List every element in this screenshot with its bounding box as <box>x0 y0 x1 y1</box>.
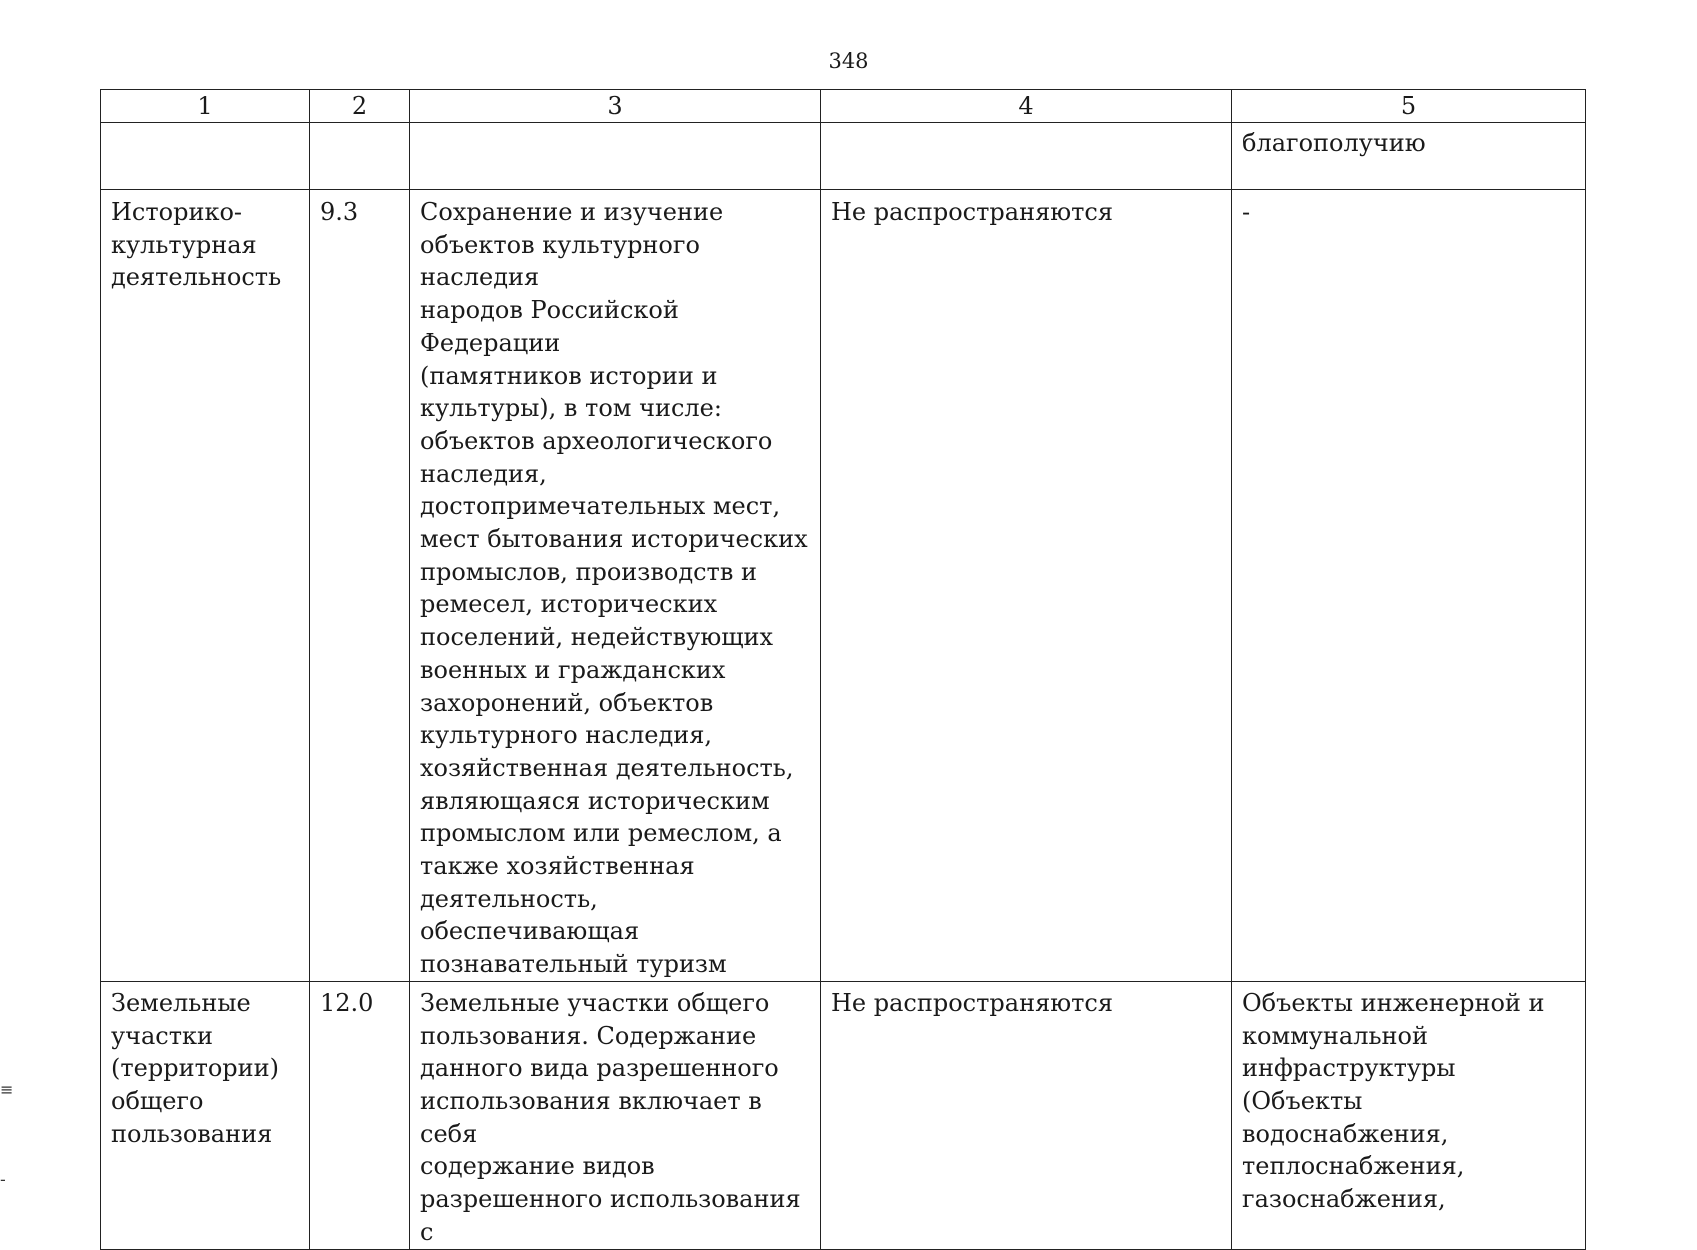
page-number: 348 <box>828 49 869 73</box>
column-number-2: 2 <box>310 90 410 123</box>
land-use-name-cell: Земельные участки (территории) общего пользования <box>101 981 310 1249</box>
land-use-name-cell: Историко- культурная деятельность <box>101 190 310 982</box>
land-use-description-cell: Земельные участки общего пользования. Содержание данного вида разрешенного использования включает в себя содержание видов разрешенного использования с <box>410 981 821 1249</box>
column-number-1: 1 <box>101 90 310 123</box>
land-use-name-cell <box>101 123 310 190</box>
parameters-cell: Не распространяются <box>821 981 1232 1249</box>
land-use-code-cell <box>310 123 410 190</box>
auxiliary-uses-cell: - <box>1232 190 1586 982</box>
table-row <box>101 190 1586 982</box>
parameters-cell: Не распространяются <box>821 190 1232 982</box>
land-use-description-cell <box>410 123 821 190</box>
land-use-description-cell: Сохранение и изучение объектов культурного наследия народов Российской Федерации (памятников истории и культуры), в том числе: объектов археологического наследия, достопримечательных мест, мест бытования исторических промыслов, производств и ремесел, исторических поселений, недействующих военных и гражданских захоронений, объектов культурного наследия, хозяйственная деятельность, являющаяся историческим промыслом или ремеслом, а также хозяйственная деятельность, обеспечивающая познавательный туризм <box>410 190 821 982</box>
land-use-code-cell: 12.0 <box>310 981 410 1249</box>
margin-mark: - <box>0 1170 6 1189</box>
column-number-4: 4 <box>821 90 1232 123</box>
auxiliary-uses-cell: Объекты инженерной и коммунальной инфраструктуры (Объекты водоснабжения, теплоснабжения, газоснабжения, <box>1232 981 1586 1249</box>
zoning-table <box>100 89 1586 1250</box>
column-number-5: 5 <box>1232 90 1586 123</box>
land-use-code-cell: 9.3 <box>310 190 410 982</box>
column-number-3: 3 <box>410 90 821 123</box>
auxiliary-uses-cell: благополучию <box>1232 123 1586 190</box>
margin-mark: ≡ <box>0 1080 14 1099</box>
parameters-cell <box>821 123 1232 190</box>
table-header-row <box>101 90 1586 123</box>
table-row <box>101 981 1586 1249</box>
table-row <box>101 123 1586 190</box>
